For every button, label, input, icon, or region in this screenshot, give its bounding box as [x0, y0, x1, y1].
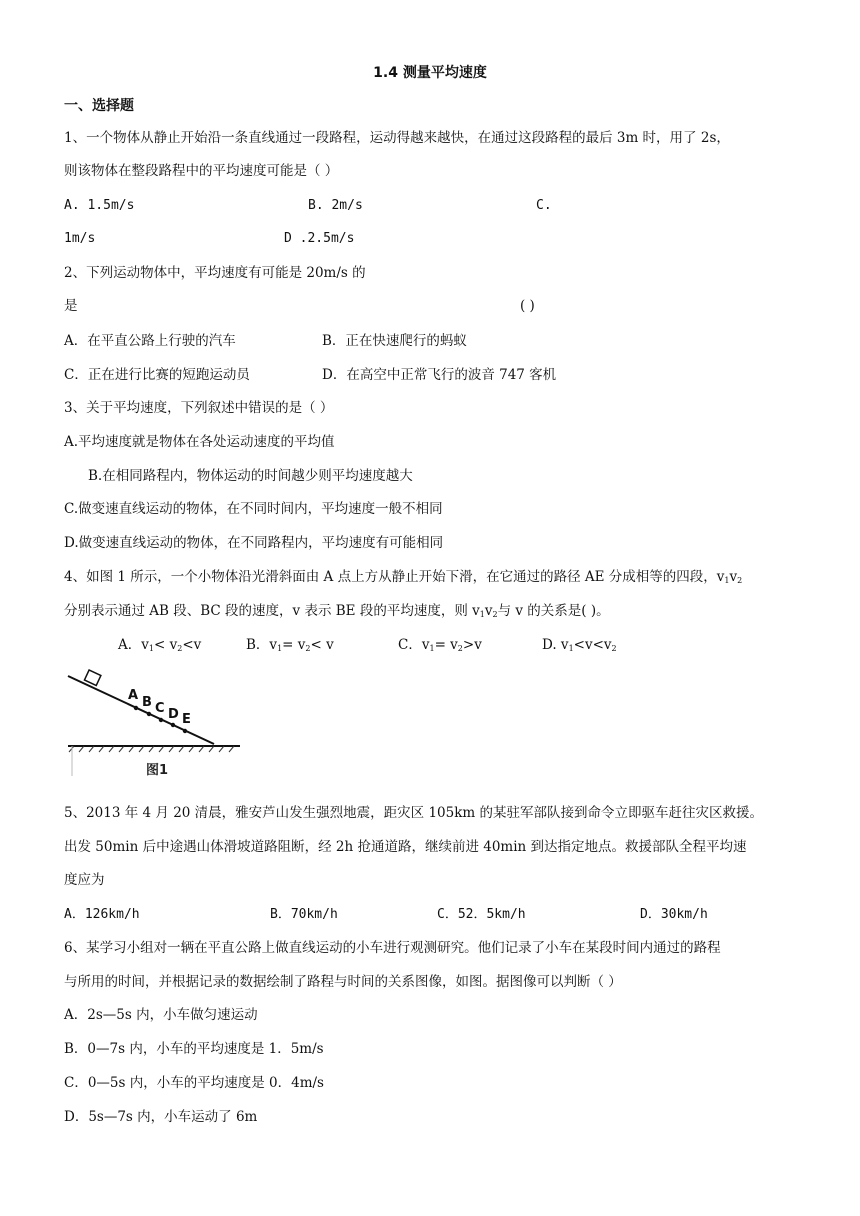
point-a-label: A [128, 688, 139, 703]
q1-option-d: D .2.5m/s [284, 231, 355, 246]
q2-stem-line-1: 2、下列运动物体中，平均速度有可能是 20m/s 的 [64, 265, 366, 281]
q6-stem-line-2: 与所用的时间，并根据记录的数据绘制了路程与时间的关系图像，如图。据图像可以判断（ ） [64, 974, 622, 990]
q2-option-d: D．在高空中正常飞行的波音 747 客机 [322, 367, 557, 383]
section-heading: 一、选择题 [64, 98, 134, 114]
q4-option-d: D. $v_1<v<v_2$ [542, 637, 617, 653]
point-d-label: D [168, 707, 179, 722]
q4-option-b: B．$v_1= v_2< v$ [246, 637, 334, 653]
point-e-label: E [182, 712, 191, 727]
figure-caption: 图1 [146, 763, 169, 778]
q1-option-a: A. 1.5m/s [64, 198, 135, 213]
q4-option-c: C．$v_1= v_2>v$ [398, 637, 482, 653]
q5-stem-line-3: 度应为 [64, 872, 105, 888]
q5-option-a: A．126km/h [64, 907, 140, 922]
q6-option-c: C．0—5s 内，小车的平均速度是 0．4m/s [64, 1075, 324, 1091]
q3-option-b: B.在相同路程内，物体运动的时间越少则平均速度越大 [88, 468, 413, 484]
q5-stem-line-2: 出发 50min 后中途遇山体滑坡道路阻断，经 2h 抢通道路，继续前进 40min 到达指定地点。救援部队全程平均速 [64, 839, 747, 855]
q6-option-d: D．5s—7s 内，小车运动了 6m [64, 1109, 258, 1125]
point-d-dot [171, 723, 175, 727]
sliding-block [84, 670, 100, 685]
point-b-dot [147, 712, 151, 716]
q1-stem-line-2: 则该物体在整段路程中的平均速度可能是（ ） [64, 163, 339, 179]
q3-stem: 3、关于平均速度，下列叙述中错误的是（ ） [64, 400, 334, 416]
q3-option-a: A.平均速度就是物体在各处运动速度的平均值 [64, 434, 335, 450]
incline-figure [64, 666, 242, 784]
q4-stem-line-1: 4、如图 1 所示，一个小物体沿光滑斜面由 A 点上方从静止开始下滑，在它通过的路径 AE 分成相等的四段，$v_1v_2$ [64, 569, 743, 585]
point-a-dot [134, 706, 138, 710]
q4-stem-line-2: 分别表示通过 AB 段、BC 段的速度，v 表示 BE 段的平均速度，则 $v_1v_2$与 v 的关系是( )。 [64, 603, 610, 619]
q6-option-b: B．0—7s 内，小车的平均速度是 1．5m/s [64, 1041, 324, 1057]
q1-option-b: B. 2m/s [308, 198, 363, 213]
q2-option-a: A．在平直公路上行驶的汽车 [64, 333, 236, 349]
q1-option-c: C. [536, 198, 552, 213]
q1-option-c-value: 1m/s [64, 231, 96, 246]
point-c-dot [159, 718, 163, 722]
point-c-label: C [155, 701, 165, 716]
q5-option-b: B．70km/h [270, 907, 338, 922]
q2-stem-line-2: 是 [64, 298, 78, 314]
q5-option-c: C．52．5km/h [437, 907, 526, 922]
q5-stem-line-1: 5、2013 年 4 月 20 清晨，雅安芦山发生强烈地震，距灾区 105km 的某驻军部队接到命令立即驱车赶往灾区救援。 [64, 805, 763, 821]
page-title: 1.4 测量平均速度 [373, 65, 487, 81]
q1-stem-line-1: 1、一个物体从静止开始沿一条直线通过一段路程，运动得越来越快，在通过这段路程的最后 3m 时，用了 2s， [64, 130, 730, 146]
q4-option-a: A．$v_1< v_2<v$ [118, 637, 202, 653]
q6-stem-line-1: 6、某学习小组对一辆在平直公路上做直线运动的小车进行观测研究。他们记录了小车在某段时间内通过的路程 [64, 940, 721, 956]
q2-option-b: B．正在快速爬行的蚂蚁 [322, 333, 467, 349]
q5-option-d: D．30km/h [640, 907, 708, 922]
incline-surface [68, 676, 214, 744]
q2-answer-paren: ( ) [520, 298, 535, 314]
q3-option-d: D.做变速直线运动的物体，在不同路程内，平均速度有可能相同 [64, 535, 444, 551]
point-b-label: B [142, 695, 152, 710]
q3-option-c: C.做变速直线运动的物体，在不同时间内，平均速度一般不相同 [64, 501, 443, 517]
q2-option-c: C．正在进行比赛的短跑运动员 [64, 367, 250, 383]
q6-option-a: A．2s—5s 内，小车做匀速运动 [64, 1007, 258, 1023]
point-e-dot [183, 729, 187, 733]
